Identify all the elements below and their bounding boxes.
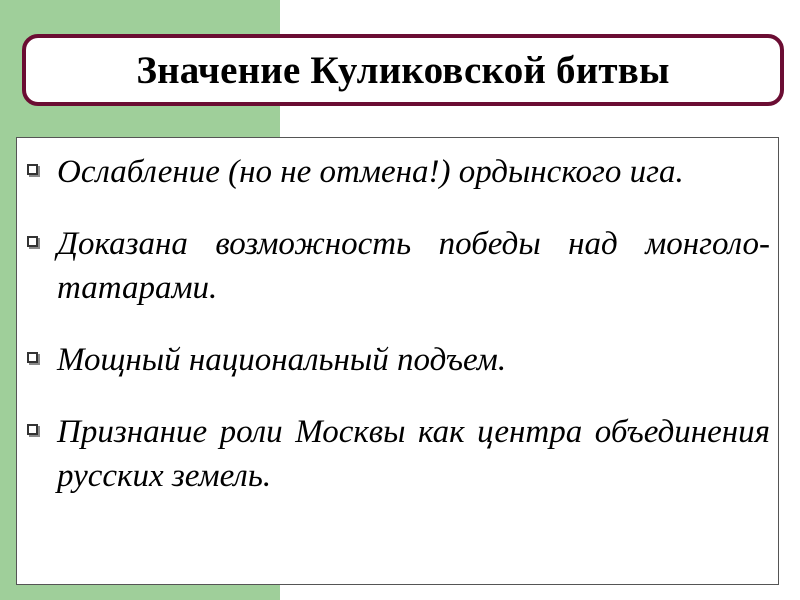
square-bullet-icon (23, 410, 41, 454)
list-item-text: Мощный национальный подъем. (57, 342, 507, 378)
list-item-text: Признание роли Москвы как центра объединения русских земель. (57, 414, 770, 494)
list-item-text: Ослабление (но не отмена!) ордынского ига. (57, 154, 684, 190)
slide-title: Значение Куликовской битвы (136, 48, 670, 92)
list-item (23, 150, 770, 194)
square-bullet-icon (23, 222, 41, 266)
list-item-text: Доказана возможность победы над монголо-татарами. (57, 226, 770, 306)
list-item (23, 410, 770, 498)
title-box (22, 34, 784, 106)
list-item (23, 222, 770, 310)
square-bullet-icon (23, 150, 41, 194)
bullet-list (16, 137, 779, 585)
list-item (23, 338, 770, 382)
square-bullet-icon (23, 338, 41, 382)
